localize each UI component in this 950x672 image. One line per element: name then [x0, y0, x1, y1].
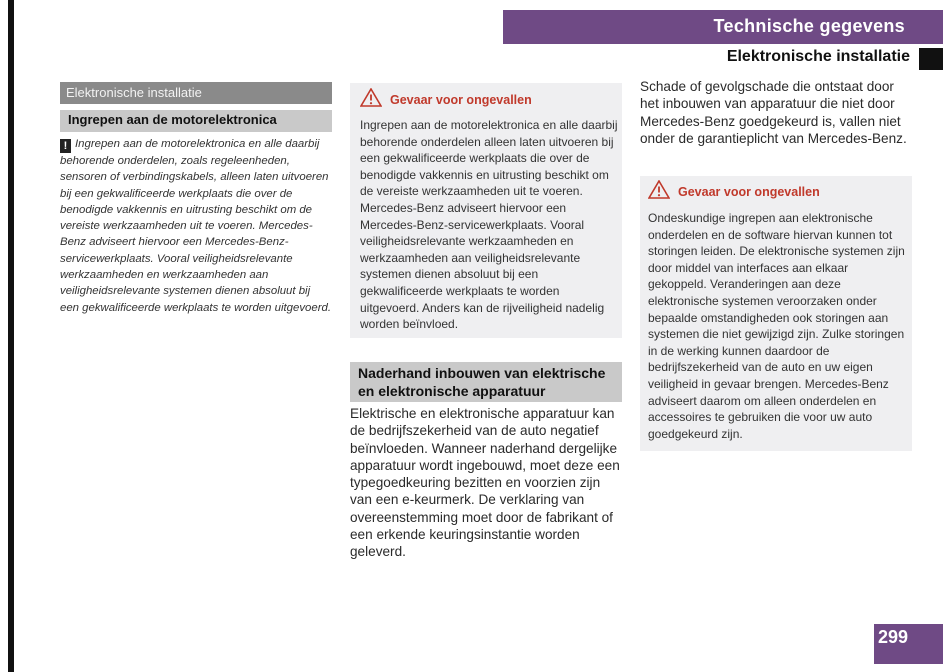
warning-box-2	[640, 176, 912, 451]
retrofit-text: Elektrische en elektronische apparatuur kan de bedrijfszekerheid van de auto negatief beïnvloeden. Wanneer naderhand dergelijke apparatuur wordt ingebouwd, moet deze een typegoedkeuring bezitten en voorzien zijn van een e-keurmerk. De verklaring van overeenstemming moet door de fabrikant of een erkende keuringsinstantie worden geleverd.	[350, 406, 620, 560]
note-text: Ingrepen aan de motorelektronica en alle daarbij behorende onderdelen, zoals regeleenheden, sensoren of verbindingskabels, alleen laten uitvoeren bij een gekwalificeerde werkplaats die over de benodigde vakkennis en uitrusting beschikt om de vereiste werkzaamheden uit te voeren. Mercedes-Benz adviseert hiervoor een Mercedes-Benz-servicewerkplaats. Vooral veiligheidsrelevante werkzaamheden en werkzaamheden aan veiligheidsrelevante systemen dienen absoluut bij een gekwalificeerde werkplaats te worden uitgevoerd.	[60, 138, 332, 314]
warning-title-2: Gevaar voor ongevallen	[678, 185, 820, 199]
chapter-header-band	[503, 10, 943, 44]
page-number-tab	[874, 624, 943, 664]
warning-title-1: Gevaar voor ongevallen	[390, 93, 532, 107]
section-subtitle: Elektronische installatie	[726, 48, 910, 65]
warning-heading-2	[648, 180, 820, 201]
section-heading-label: Ingrepen aan de motorelektronica	[68, 112, 277, 127]
section-heading	[60, 110, 332, 132]
warning-text-2: Ondeskundige ingrepen aan elektronische onderdelen en de software hiervan kunnen tot storingen leiden. De elektronische systemen zijn door middel van interfaces aan elkaar gekoppeld. Veranderingen aan deze elektronische systemen veroorzaken onder bepaalde omstandigheden ook storingen aan systemen die niet gewijzigd zijn. Zulke storingen in de werking kunnen daardoor de bedrijfszekerheid van de auto en uw eigen veiligheid in gevaar brengen. Mercedes-Benz adviseert daarom om alleen onderdelen en accessoires te gebruiken die voor uw auto goedgekeurd zijn.	[648, 211, 905, 441]
chapter-title: Technische gegevens	[713, 16, 905, 36]
page-number: 299	[878, 627, 909, 647]
retrofit-heading	[350, 362, 622, 402]
page-edge-bar	[8, 0, 14, 672]
retrofit-heading-label: Naderhand inbouwen van elektrische en elektronische apparatuur	[358, 365, 606, 399]
warning-box-1	[350, 83, 622, 338]
warning-triangle-icon	[648, 180, 670, 199]
warning-text-1: Ingrepen aan de motorelektronica en alle daarbij behorende onderdelen alleen laten uitvoeren bij een gekwalificeerde werkplaats die over de benodigde vakkennis en uitrusting beschikt om de vereiste werkzaamheden uit te voeren. Mercedes-Benz adviseert hiervoor een Mercedes-Benz-servicewerkplaats. Vooral veiligheidsrelevante werkzaamheden en werkzaamheden aan veiligheidsrelevante systemen dienen absoluut bij een gekwalificeerde werkplaats te worden uitgevoerd. Anders kan de rijveiligheid nadelig worden beïnvloed.	[360, 118, 618, 332]
note-block	[60, 136, 332, 316]
exclamation-icon: !	[60, 139, 71, 153]
warning-triangle-icon	[360, 88, 382, 107]
warranty-intro-text: Schade of gevolgschade die ontstaat door het inbouwen van apparatuur die niet door Mercedes-Benz goedgekeurd is, vallen niet onder de garantieplicht van Mercedes-Benz.	[640, 79, 907, 146]
warning-heading-1	[360, 88, 532, 109]
section-marker	[919, 48, 943, 70]
section-tag	[60, 82, 332, 104]
section-tag-label: Elektronische installatie	[66, 85, 202, 100]
